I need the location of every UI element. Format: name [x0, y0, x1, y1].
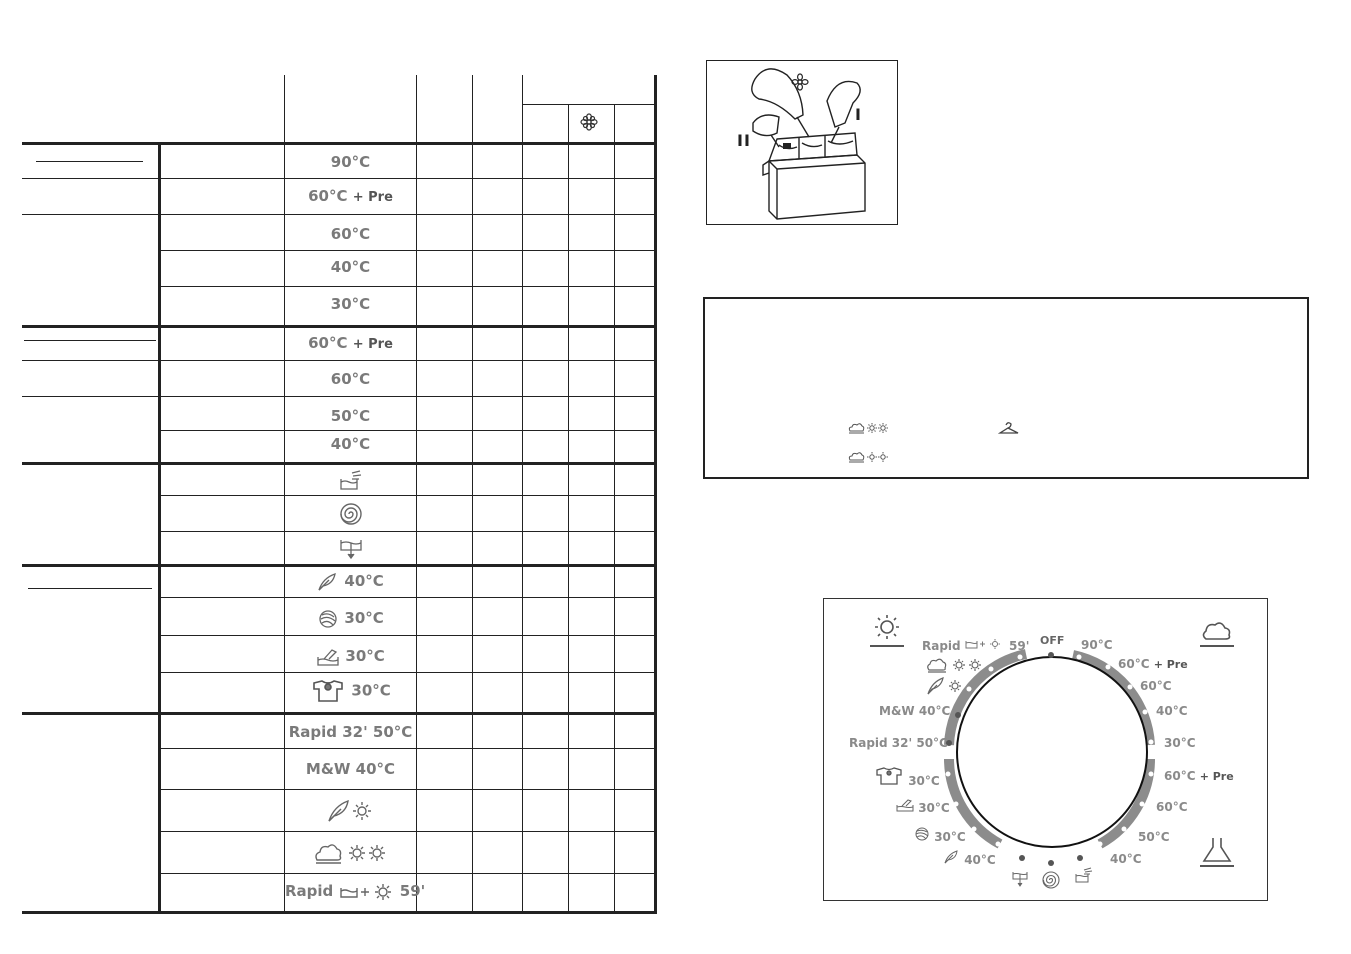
dial-label-mw: M&W 40°C — [879, 704, 951, 718]
program-temp: 50°C — [330, 407, 371, 425]
table-rule — [22, 564, 656, 567]
row-rule — [158, 635, 656, 636]
row-rule — [158, 597, 656, 598]
rinse-icon — [1074, 867, 1094, 889]
wool-icon — [914, 827, 930, 841]
row-rule — [158, 286, 656, 287]
program-temp: 90°C — [330, 153, 371, 171]
dial-label-40-bottom: 40°C — [1110, 852, 1142, 866]
dial-label-90: 90°C — [1081, 638, 1113, 652]
wool-icon — [317, 609, 339, 629]
detergent-dispenser-illustration — [706, 60, 898, 225]
program-temp: 60°C + Pre — [308, 334, 393, 352]
row-rule — [22, 214, 656, 215]
program-temp: Rapid 32' 50°C — [288, 723, 413, 741]
header-rule — [522, 104, 656, 105]
column-rule — [472, 75, 473, 914]
dial-label-rapid-dry: Rapid 59' — [922, 639, 1030, 653]
row-rule — [22, 360, 656, 361]
column-rule — [568, 104, 569, 914]
column-rule — [416, 75, 417, 914]
compartment-label-i: I — [855, 105, 861, 124]
rinse-icon — [285, 470, 416, 492]
drain-icon — [1011, 870, 1029, 892]
feather-sun-icon — [285, 798, 416, 824]
row-rule — [158, 531, 656, 532]
dial-label-60-mid: 60°C — [1156, 800, 1188, 814]
flask-icon — [1198, 835, 1236, 873]
dial-label-shirt: 30°C — [874, 767, 940, 788]
cloud-suns-icon — [285, 840, 416, 866]
program-temp: 40°C — [330, 258, 371, 276]
rapid-dry-icon — [965, 638, 1005, 650]
program-temp: 30°C — [285, 679, 416, 703]
feather-icon — [944, 850, 960, 864]
row-rule — [158, 430, 656, 431]
program-temp: 30°C — [330, 295, 371, 313]
feather-icon — [317, 572, 339, 592]
row-rule — [158, 250, 656, 251]
table-rule — [22, 911, 656, 914]
cloud-suns-icon — [848, 420, 890, 439]
program-temp: 60°C — [330, 225, 371, 243]
handwash-icon — [316, 647, 340, 667]
column-rule — [654, 75, 657, 914]
column-rule — [614, 104, 615, 914]
program-temp: M&W 40°C — [305, 760, 396, 778]
compartment-label-ii: II — [737, 131, 751, 150]
dial-label-50: 50°C — [1138, 830, 1170, 844]
row-rule — [158, 672, 656, 673]
group-underline — [24, 340, 156, 341]
spin-icon — [285, 502, 416, 526]
cloud-suns-icon — [926, 656, 984, 678]
row-rule — [158, 789, 656, 790]
row-rule — [158, 748, 656, 749]
row-rule — [158, 873, 656, 874]
cloud-suns-icon — [848, 449, 890, 468]
shirt-icon — [874, 767, 904, 785]
column-rule — [158, 142, 161, 914]
rapid-dry-icon — [339, 882, 395, 902]
program-temp: 40°C — [285, 571, 416, 592]
dial-label-40-top: 40°C — [1156, 704, 1188, 718]
cloud-icon — [1198, 617, 1236, 653]
dial-label-feather: 40°C — [944, 850, 996, 867]
dial-label-handwash: 30°C — [896, 798, 950, 815]
program-selector-dial — [823, 598, 1268, 901]
handwash-icon — [896, 798, 914, 812]
flower-icon — [791, 73, 809, 95]
program-temp: 60°C + Pre — [308, 187, 393, 205]
dial-label-60-top: 60°C — [1140, 679, 1172, 693]
dial-label-30-right: 30°C — [1164, 736, 1196, 750]
table-rule — [22, 462, 656, 465]
program-temp: 30°C — [285, 646, 416, 667]
row-rule — [22, 396, 656, 397]
column-rule — [522, 75, 523, 914]
table-rule — [22, 142, 656, 145]
row-rule — [22, 178, 656, 179]
row-rule — [158, 831, 656, 832]
dial-label-wool: 30°C — [914, 827, 966, 844]
dial-label-rapid32: Rapid 32' 50°C — [849, 736, 948, 750]
table-rule — [22, 325, 656, 328]
spin-icon — [1042, 871, 1060, 893]
group-underline — [36, 161, 143, 162]
hanger-icon — [998, 420, 1020, 439]
drain-icon — [285, 537, 416, 561]
dial-label-60-pre-mid: 60°C + Pre — [1164, 769, 1234, 783]
shirt-icon — [310, 679, 346, 703]
program-temp: Rapid 59' — [285, 882, 426, 900]
program-temp: 30°C — [285, 608, 416, 629]
feather-sun-icon — [926, 676, 966, 700]
notes-box — [703, 297, 1309, 479]
program-temp: 40°C — [330, 435, 371, 453]
dial-label-60-pre-top: 60°C + Pre — [1118, 657, 1188, 671]
sun-icon — [868, 613, 906, 653]
flower-icon — [580, 113, 598, 135]
row-rule — [158, 495, 656, 496]
table-rule — [22, 712, 656, 715]
group-underline — [28, 588, 152, 589]
program-temp: 60°C — [330, 370, 371, 388]
dial-label-off: OFF — [1040, 634, 1065, 647]
